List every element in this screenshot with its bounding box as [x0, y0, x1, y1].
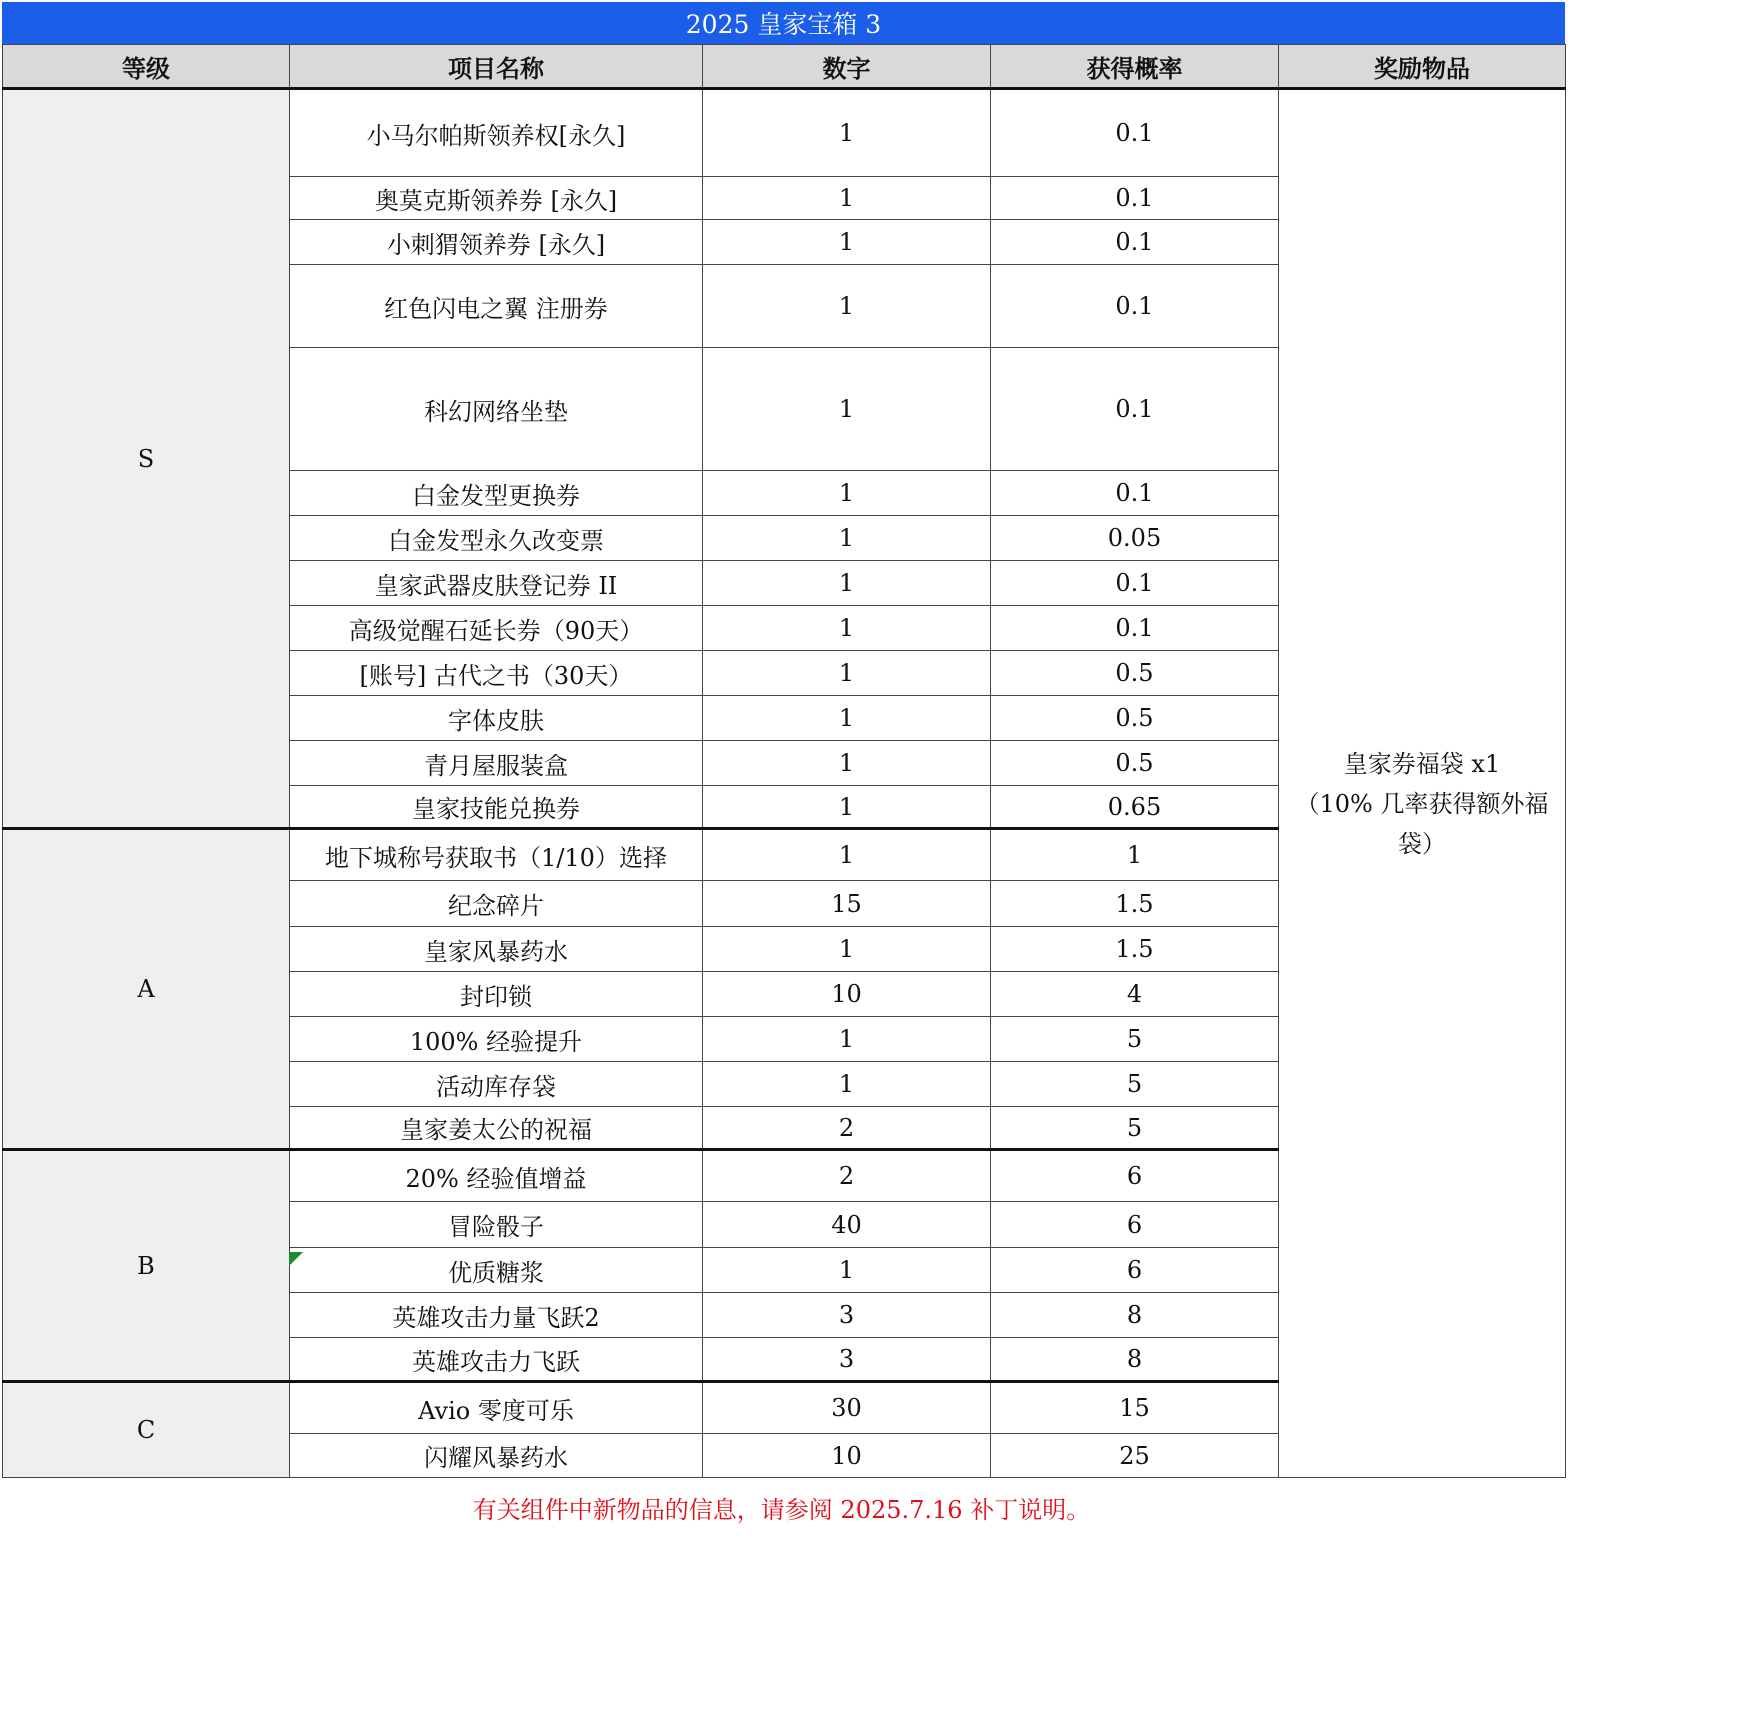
count-cell-text: 1	[838, 292, 855, 320]
probability-cell	[991, 561, 1279, 606]
count-cell-text: 1	[838, 479, 855, 507]
probability-cell-text: 25	[1119, 1441, 1150, 1470]
count-cell-text: 1	[838, 749, 855, 777]
item-name-cell	[290, 265, 703, 348]
count-cell	[703, 1382, 991, 1434]
probability-cell	[991, 972, 1279, 1017]
count-cell	[703, 89, 991, 177]
probability-cell	[991, 177, 1279, 220]
item-name-cell-text: 皇家风暴药水	[424, 937, 568, 966]
probability-cell-text: 0.1	[1115, 119, 1154, 147]
item-name-cell-text: 皇家姜太公的祝福	[400, 1116, 592, 1144]
probability-cell-text: 0.1	[1115, 184, 1154, 212]
count-cell	[703, 651, 991, 696]
count-cell-text: 1	[838, 119, 855, 147]
item-name-cell-text: 小刺猬领养券 [永久]	[386, 230, 606, 259]
item-name-cell-text: 活动库存袋	[436, 1072, 556, 1101]
header-name: 项目名称	[290, 45, 703, 89]
probability-cell-text: 1.5	[1115, 935, 1154, 963]
item-name-cell	[290, 1202, 703, 1248]
probability-cell-text: 5	[1126, 1025, 1143, 1053]
probability-cell	[991, 1434, 1279, 1478]
probability-cell-text: 4	[1126, 980, 1143, 1008]
header-count: 数字	[703, 45, 991, 89]
probability-cell-text: 0.5	[1115, 659, 1154, 687]
header-grade: 等级	[3, 45, 290, 89]
count-cell	[703, 220, 991, 265]
probability-cell-text: 6	[1126, 1162, 1143, 1190]
item-name-cell-text: 英雄攻击力飞跃	[412, 1347, 580, 1376]
probability-cell-text: 15	[1119, 1394, 1150, 1422]
probability-cell	[991, 1293, 1279, 1338]
probability-cell-text: 0.05	[1107, 524, 1162, 552]
probability-cell	[991, 881, 1279, 927]
item-name-cell-text: 优质糖浆	[448, 1258, 544, 1287]
header-row	[3, 45, 1566, 89]
probability-cell	[991, 348, 1279, 471]
count-cell-text: 2	[838, 1162, 855, 1190]
header-prob: 获得概率	[991, 45, 1279, 89]
item-name-cell	[290, 1062, 703, 1107]
item-name-cell-text: 闪耀风暴药水	[424, 1444, 568, 1472]
count-cell	[703, 1062, 991, 1107]
item-name-cell	[290, 1338, 703, 1382]
probability-cell	[991, 1248, 1279, 1293]
probability-cell-text: 0.5	[1115, 749, 1154, 777]
count-cell	[703, 972, 991, 1017]
table-title: 2025 皇家宝箱 3	[2, 2, 1565, 44]
probability-cell-text: 0.65	[1107, 792, 1162, 821]
count-cell	[703, 1338, 991, 1382]
reward-line: 袋）	[1398, 829, 1446, 858]
grade-cell: S	[3, 89, 290, 829]
count-cell-text: 1	[838, 614, 855, 642]
grade-cell: B	[3, 1150, 290, 1382]
header-reward: 奖励物品	[1279, 45, 1566, 89]
item-name-cell-text: 冒险骰子	[448, 1213, 544, 1241]
item-name-cell-text: 白金发型更换券	[412, 481, 580, 510]
item-name-cell	[290, 606, 703, 651]
item-name-cell	[290, 829, 703, 881]
count-cell-text: 1	[838, 1025, 855, 1053]
item-name-cell	[290, 348, 703, 471]
count-cell-text: 1	[838, 228, 855, 256]
count-cell-text: 1	[838, 935, 855, 963]
probability-cell-text: 0.1	[1115, 228, 1154, 256]
grade-cell: A	[3, 829, 290, 1150]
count-cell-text: 40	[831, 1210, 862, 1239]
count-cell	[703, 177, 991, 220]
probability-cell	[991, 1382, 1279, 1434]
item-name-cell	[290, 786, 703, 829]
item-name-cell-text: 高级觉醒石延长券（90天）	[348, 616, 644, 645]
probability-cell-text: 0.1	[1115, 292, 1154, 320]
count-cell	[703, 696, 991, 741]
count-cell	[703, 786, 991, 829]
probability-cell	[991, 1338, 1279, 1382]
item-name-cell-text: 皇家武器皮肤登记券 II	[374, 571, 618, 600]
probability-cell-text: 0.1	[1115, 614, 1154, 642]
probability-cell-text: 1.5	[1115, 889, 1154, 918]
item-name-cell-text: 小马尔帕斯领养权[永久]	[366, 121, 626, 150]
count-cell	[703, 881, 991, 927]
probability-cell	[991, 829, 1279, 881]
item-name-cell-text: 科幻网络坐垫	[424, 397, 568, 426]
count-cell-text: 1	[838, 524, 855, 552]
count-cell	[703, 606, 991, 651]
probability-cell-text: 0.1	[1115, 479, 1154, 507]
reward-cell	[1279, 89, 1566, 1478]
item-name-cell-text: 红色闪电之翼 注册券	[384, 294, 608, 323]
item-name-cell-text: Avio 零度可乐	[418, 1396, 574, 1425]
item-name-cell	[290, 972, 703, 1017]
probability-cell	[991, 741, 1279, 786]
item-name-cell	[290, 1293, 703, 1338]
count-cell-text: 2	[838, 1113, 855, 1142]
probability-cell-text: 5	[1126, 1113, 1143, 1142]
count-cell	[703, 741, 991, 786]
count-cell-text: 15	[831, 889, 862, 918]
item-name-cell-text: 20% 经验值增益	[405, 1164, 587, 1193]
item-name-cell	[290, 927, 703, 972]
count-cell-text: 1	[838, 659, 855, 687]
count-cell-text: 1	[838, 841, 855, 869]
count-cell-text: 1	[838, 1070, 855, 1098]
item-name-cell	[290, 1107, 703, 1150]
item-name-cell	[290, 696, 703, 741]
item-name-cell-text: 奥莫克斯领养券 [永久]	[374, 186, 618, 215]
count-cell	[703, 516, 991, 561]
item-name-cell	[290, 1248, 703, 1293]
table-row	[3, 89, 1566, 177]
probability-cell	[991, 1202, 1279, 1248]
count-cell	[703, 561, 991, 606]
probability-cell-text: 5	[1126, 1070, 1143, 1098]
count-cell	[703, 1107, 991, 1150]
count-cell	[703, 1434, 991, 1478]
cell-comment-marker[interactable]	[289, 1252, 303, 1266]
probability-cell-text: 1	[1126, 841, 1143, 869]
item-name-cell-text: 100% 经验提升	[409, 1027, 583, 1056]
count-cell-text: 10	[831, 1441, 862, 1470]
count-cell-text: 1	[838, 704, 855, 732]
item-name-cell-text: 皇家技能兑换券	[412, 795, 580, 823]
count-cell	[703, 265, 991, 348]
count-cell	[703, 471, 991, 516]
item-name-cell-text: 英雄攻击力量飞跃2	[392, 1303, 600, 1332]
prize-table	[2, 44, 1566, 1478]
probability-cell-text: 6	[1126, 1210, 1143, 1239]
probability-cell	[991, 696, 1279, 741]
probability-cell	[991, 1017, 1279, 1062]
item-name-cell	[290, 1382, 703, 1434]
probability-cell	[991, 606, 1279, 651]
probability-cell-text: 8	[1126, 1301, 1143, 1329]
reward-line: （10% 几率获得额外福	[1295, 789, 1549, 818]
patch-note: 有关组件中新物品的信息，请参阅 2025.7.16 补丁说明。	[472, 1495, 1091, 1524]
reward-line: 皇家券福袋 x1	[1343, 749, 1501, 778]
count-cell-text: 3	[838, 1345, 855, 1373]
count-cell	[703, 348, 991, 471]
probability-cell	[991, 786, 1279, 829]
probability-cell	[991, 516, 1279, 561]
item-name-cell	[290, 89, 703, 177]
item-name-cell-text: 白金发型永久改变票	[388, 526, 604, 555]
probability-cell	[991, 1150, 1279, 1202]
item-name-cell-text: 地下城称号获取书（1/10）选择	[325, 843, 667, 872]
probability-cell-text: 0.1	[1115, 569, 1154, 597]
probability-cell-text: 8	[1126, 1345, 1143, 1373]
item-name-cell	[290, 1017, 703, 1062]
probability-cell	[991, 927, 1279, 972]
count-cell	[703, 1248, 991, 1293]
probability-cell	[991, 265, 1279, 348]
probability-cell-text: 0.5	[1115, 704, 1154, 732]
count-cell	[703, 1202, 991, 1248]
item-name-cell	[290, 651, 703, 696]
count-cell	[703, 1150, 991, 1202]
count-cell	[703, 1293, 991, 1338]
item-name-cell-text: 纪念碎片	[448, 892, 544, 920]
item-name-cell-text: [账号] 古代之书（30天）	[359, 661, 633, 690]
count-cell-text: 10	[831, 980, 862, 1008]
count-cell-text: 1	[838, 792, 855, 821]
count-cell-text: 3	[838, 1301, 855, 1329]
item-name-cell	[290, 471, 703, 516]
probability-cell-text: 6	[1126, 1256, 1143, 1284]
item-name-cell	[290, 220, 703, 265]
probability-cell	[991, 471, 1279, 516]
table-body	[3, 89, 1566, 1478]
count-cell	[703, 1017, 991, 1062]
probability-cell-text: 0.1	[1115, 395, 1154, 423]
item-name-cell-text: 青月屋服装盒	[424, 751, 568, 780]
item-name-cell-text: 封印锁	[460, 982, 532, 1011]
count-cell-text: 1	[838, 1256, 855, 1284]
probability-cell	[991, 1062, 1279, 1107]
item-name-cell	[290, 881, 703, 927]
item-name-cell-text: 字体皮肤	[448, 706, 544, 735]
probability-cell	[991, 220, 1279, 265]
item-name-cell	[290, 177, 703, 220]
count-cell-text: 1	[838, 569, 855, 597]
count-cell	[703, 927, 991, 972]
grade-cell: C	[3, 1382, 290, 1478]
probability-cell	[991, 1107, 1279, 1150]
count-cell	[703, 829, 991, 881]
item-name-cell	[290, 516, 703, 561]
probability-cell	[991, 89, 1279, 177]
item-name-cell	[290, 1150, 703, 1202]
count-cell-text: 1	[838, 184, 855, 212]
item-name-cell	[290, 741, 703, 786]
count-cell-text: 30	[831, 1394, 862, 1422]
probability-cell	[991, 651, 1279, 696]
item-name-cell	[290, 561, 703, 606]
item-name-cell	[290, 1434, 703, 1478]
count-cell-text: 1	[838, 395, 855, 423]
